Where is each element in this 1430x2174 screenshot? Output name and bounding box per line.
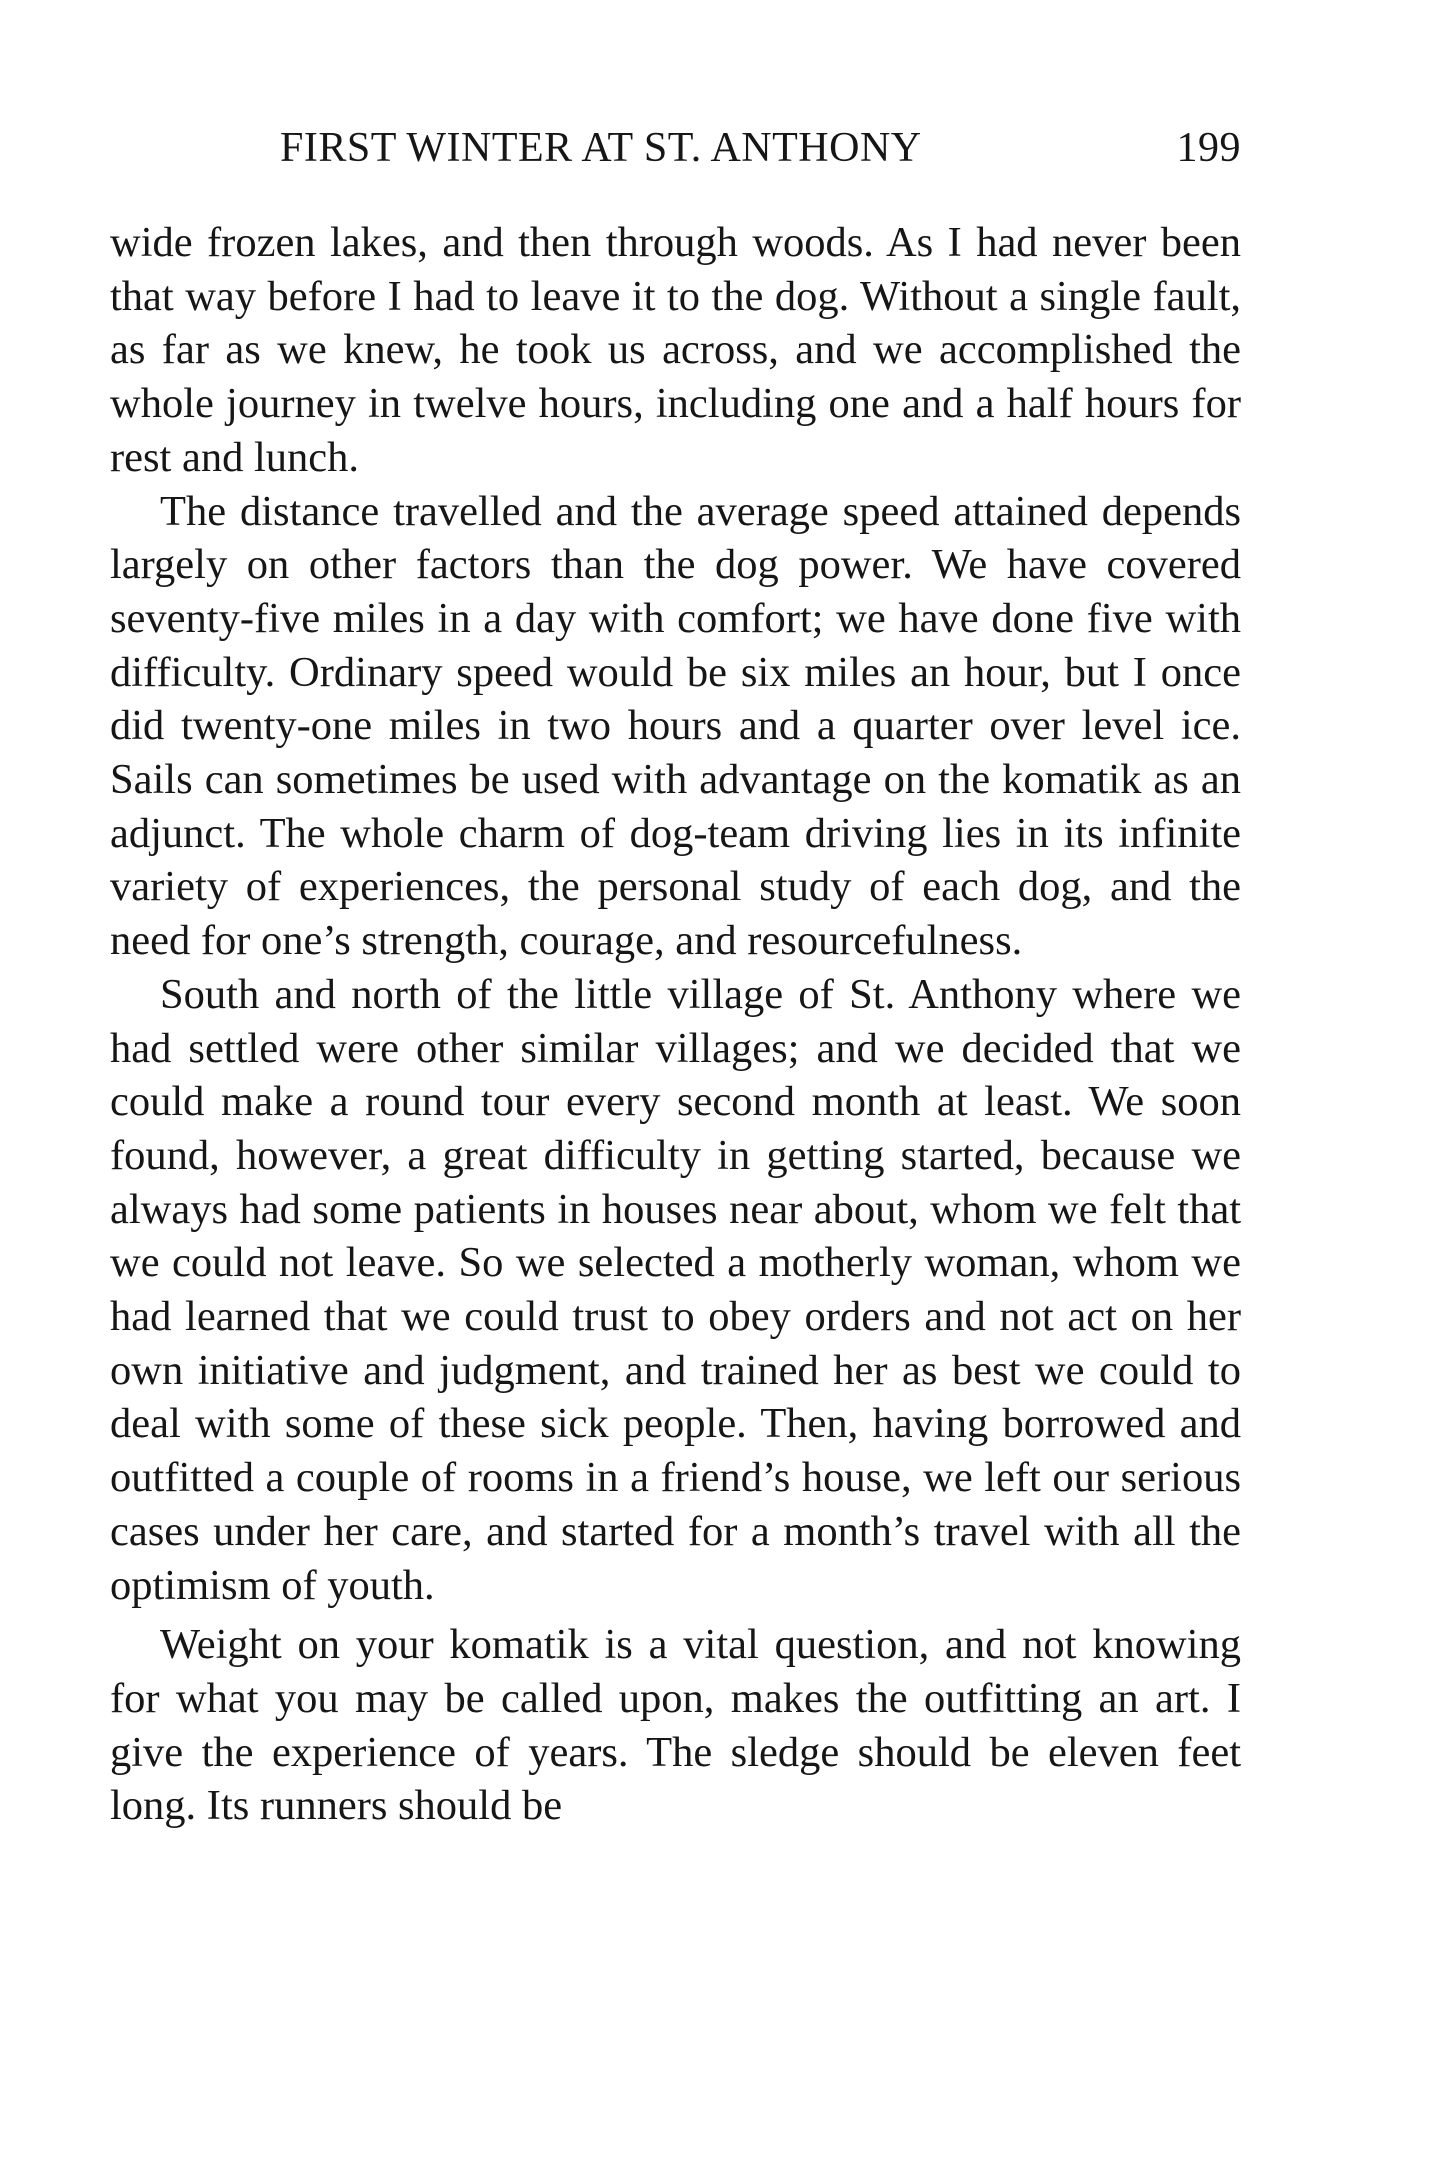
paragraph-continued: wide frozen lakes, and then through woods. As I had never been that way before I had to leave it to the dog. Without a single fault, as far as we knew, he took us across, and we accomplished the whole journey in twelve hours, including one and a half hours for rest and lunch. <box>110 219 1241 481</box>
body-text <box>110 216 1241 1833</box>
paragraph-villages-tour: South and north of the little village of St. Anthony where we had settled were other similar villages; and we decided that we could make a round tour every second month at least. We soon found, however, a great difficulty in getting started, because we always had some patients in houses near about, whom we felt that we could not leave. So we selected a motherly woman, whom we had learned that we could trust to obey orders and not act on her own initiative and judgment, and trained her as best we could to deal with some of these sick people. Then, having borrowed and outfitted a couple of rooms in a friend’s house, we left our serious cases under her care, and started for a month’s travel with all the optimism of youth. <box>110 970 1241 1609</box>
paragraph-distance-speed: The distance travelled and the average speed attained depends largely on other factors than the dog power. We have covered seventy-five miles in a day with comfort; we have done five with difficulty. Ordinary speed would be six miles an hour, but I once did twenty-one miles in two hours and a quarter over level ice. Sails can sometimes be used with advantage on the komatik as an adjunct. The whole charm of dog-team driving lies in its infinite variety of experiences, the personal study of each dog, and the need for one’s strength, courage, and resourcefulness. <box>110 487 1241 965</box>
page-number: 199 <box>1176 125 1241 171</box>
running-title: FIRST WINTER AT ST. ANTHONY <box>280 125 922 171</box>
paragraph-komatik-weight: Weight on your komatik is a vital question, and not knowing for what you may be called upon, makes the outfitting an art. I give the experience of years. The sledge should be eleven feet long. Its runners should be <box>110 1621 1241 1830</box>
running-head <box>110 118 1241 178</box>
